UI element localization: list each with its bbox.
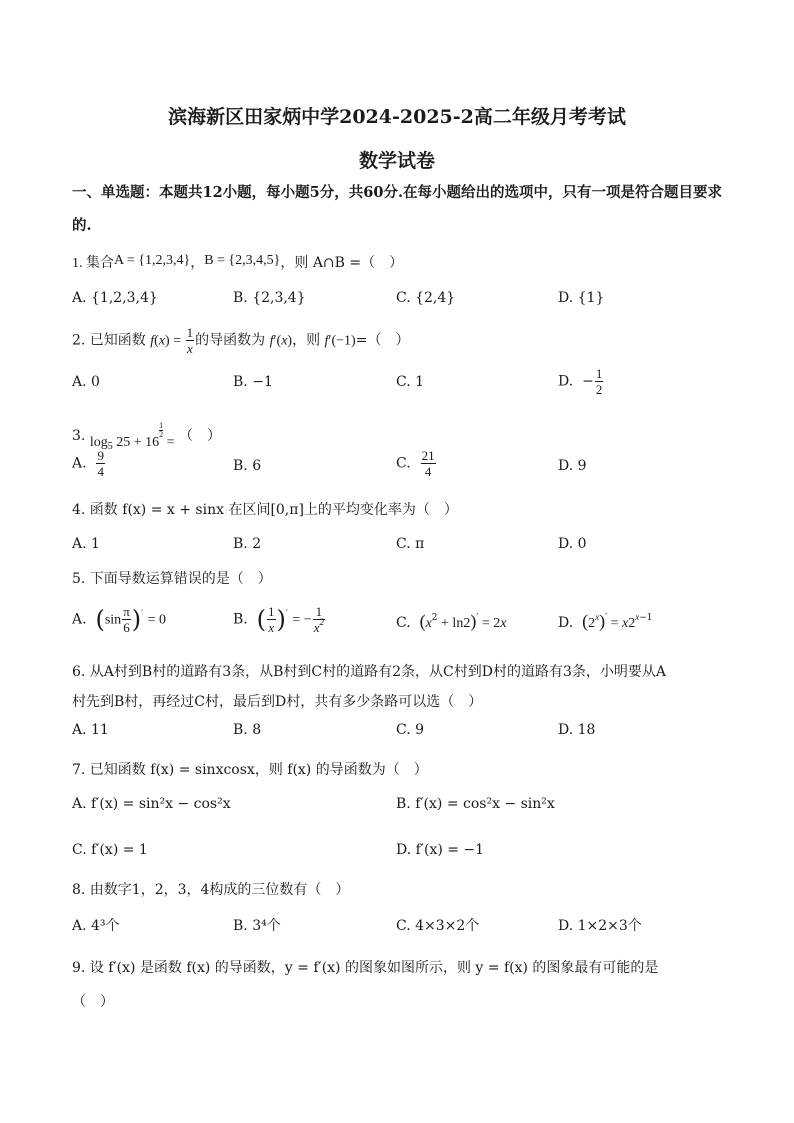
q2-option-b: B. −1 [233, 374, 273, 390]
q3-option-a: A. $\frac{9}{4}$ [72, 448, 104, 479]
q3-option-b: B. 6 [233, 458, 262, 474]
q7-option-b: B. f′(x) = cos²x − sin²x [396, 796, 555, 812]
q1-option-c: C. {2,4} [396, 290, 456, 306]
exam-title: 滨海新区田家炳中学2024-2025-2高二年级月考考试 [168, 106, 626, 128]
q1-option-d: D. {1} [558, 290, 605, 306]
q1-set-b: B = {2,3,4,5} [204, 253, 281, 268]
q5-option-d: D. $(2^x)' = x2^{x-1}$ [558, 611, 653, 631]
q5-option-c: C. $(x^2 + \ln 2)' = 2x$ [396, 611, 507, 631]
question-6-line-1: 6. 从A村到B村的道路有3条，从B村到C村的道路有2条，从C村到D村的道路有3条，小明要从A [72, 664, 666, 680]
question-7: 7. 已知函数 f(x) = sinxcosx，则 f(x) 的导函数为（ ） [72, 762, 428, 778]
q2-text-c: ，则 [292, 332, 321, 349]
question-9-line-2: （ ） [72, 994, 114, 1010]
q4-option-b: B. 2 [233, 536, 262, 552]
question-1: 1. 集合A = {1,2,3,4}，B = {2,3,4,5}，则 A∩B =（ ） [72, 253, 404, 271]
q2-text-b: 的导函数为 [195, 332, 266, 349]
q2-text-d: =（ ） [355, 332, 410, 349]
question-2: 2. 已知函数 f(x) = $\frac{1}{x}$ 的导函数为 f′(x)，则 f′(−1)=（ ） [72, 325, 410, 356]
q4-option-c: C. π [396, 536, 425, 552]
q3-tail: （ ） [178, 428, 221, 444]
q3-option-c: C. $\frac{21}{4}$ [396, 448, 435, 479]
q8-option-c: C. 4×3×2个 [396, 918, 480, 934]
q4-option-d: D. 0 [558, 536, 587, 552]
q3-option-d: D. 9 [558, 458, 587, 474]
q4-option-a: A. 1 [72, 536, 100, 552]
question-5: 5. 下面导数运算错误的是（ ） [72, 571, 272, 587]
question-9-line-1: 9. 设 f′(x) 是函数 f(x) 的导函数，y = f′(x) 的图象如图所示，则 y = f(x) 的图象最有可能的是 [72, 960, 659, 976]
q1-stem: 1. 集合 [72, 256, 114, 271]
q3-expr: $\log_5 25 + 16$ $\frac{1}{2}$ = [89, 421, 175, 452]
q1-set-a: A = {1,2,3,4} [114, 253, 191, 268]
question-3 [72, 416, 221, 452]
q2-option-a: A. 0 [72, 374, 100, 390]
q6-option-c: C. 9 [396, 722, 425, 738]
question-6-line-2: 村先到B村，再经过C村，最后到D村，共有多少条路可以选（ ） [72, 694, 483, 710]
q6-option-b: B. 8 [233, 722, 262, 738]
q1-option-a: A. {1,2,3,4} [72, 290, 158, 306]
section-heading: 一、单选题：本题共12小题，每小题5分，共60分.在每小题给出的选项中，只有一项是符合题目要求的. [72, 184, 722, 234]
q7-option-a: A. f′(x) = sin²x − cos²x [72, 796, 231, 812]
q7-option-c: C. f′(x) = 1 [72, 842, 148, 858]
q5-option-a: A. (sin $\frac{\pi}{6}$ )′ = 0 [72, 604, 167, 635]
q7-option-d: D. f′(x) = −1 [396, 842, 485, 858]
q5-option-b: B. ( $\frac{1}{x}$ )′ = − $\frac{1}{x^2}$ [233, 604, 324, 635]
question-8: 8. 由数字1，2，3，4构成的三位数有（ ） [72, 882, 350, 898]
q6-option-d: D. 18 [558, 722, 596, 738]
exam-subtitle: 数学试卷 [358, 150, 435, 172]
q8-option-a: A. 4³个 [72, 918, 120, 934]
q1-tail: ，则 A∩B =（ ） [280, 255, 404, 271]
q8-option-b: B. 3⁴个 [233, 918, 281, 934]
question-4: 4. 函数 f(x) = x + sinx 在区间[0,π]上的平均变化率为（ ） [72, 502, 458, 518]
q1-option-b: B. {2,3,4} [233, 290, 306, 306]
q2-text-a: 2. 已知函数 [72, 332, 146, 349]
q2-option-d: D. − $\frac{1}{2}$ [558, 366, 603, 397]
q8-option-d: D. 1×2×3个 [558, 918, 642, 934]
q3-num: 3. [72, 428, 86, 444]
q2-option-c: C. 1 [396, 374, 425, 390]
q6-option-a: A. 11 [72, 722, 109, 738]
